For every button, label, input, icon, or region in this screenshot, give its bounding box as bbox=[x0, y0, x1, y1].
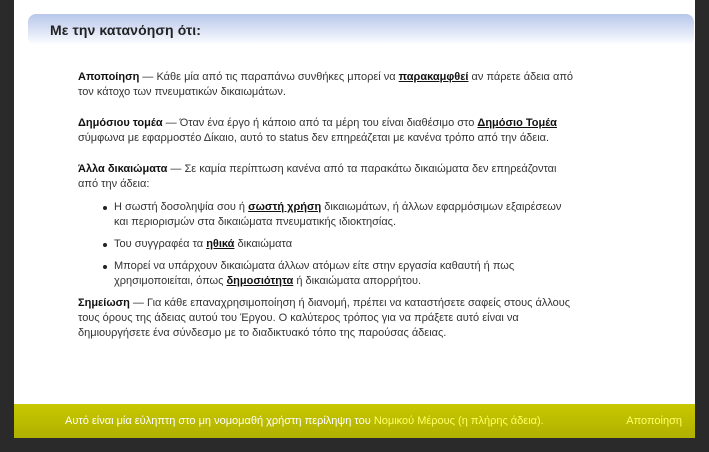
waiver-text-1: — Κάθε μία από τις παραπάνω συνθήκες μπορεί να bbox=[139, 71, 399, 83]
public-domain-link[interactable]: Δημόσιο Τομέα bbox=[477, 117, 557, 129]
section-header bbox=[28, 14, 694, 45]
publicity-link[interactable]: δημοσιότητα bbox=[226, 275, 294, 287]
publicity-text-2: ή δικαιώματα απορρήτου. bbox=[293, 275, 422, 287]
list-item bbox=[114, 200, 578, 230]
fair-use-link[interactable]: σωστή χρήση bbox=[248, 201, 322, 213]
waiver-link[interactable]: παρακαμφθεί bbox=[398, 71, 469, 83]
moral-rights-link[interactable]: ηθικά bbox=[206, 238, 235, 250]
publicity-text-1: Μπορεί να υπάρχουν δικαιώματα άλλων ατόμων είτε στην εργασία καθαυτή ή πως χρησιμοποιείται, όπως bbox=[114, 260, 515, 287]
fair-use-text-1: Η σωστή δοσοληψία σου ή bbox=[114, 201, 249, 213]
footer-waiver-link[interactable]: Αποποίηση bbox=[626, 415, 682, 427]
public-domain-text-1: — Όταν ένα έργο ή κάποιο από τα μέρη του είναι διαθέσιμο στο bbox=[162, 117, 478, 129]
other-rights-section bbox=[78, 162, 578, 192]
waiver-text-2: αν πάρετε άδεια από τον κάτοχο των πνευματικών δικαιωμάτων. bbox=[78, 71, 574, 98]
other-rights-text: — Σε καμία περίπτωση κανένα από τα παρακάτω δικαιώματα δεν επηρεάζονται από την άδεια: bbox=[78, 163, 557, 190]
moral-rights-text-1: Του συγγραφέα τα bbox=[114, 238, 207, 250]
rights-list bbox=[78, 200, 578, 289]
public-domain-term: Δημόσιου τομέα bbox=[78, 117, 163, 129]
public-domain-section bbox=[78, 116, 578, 146]
legal-code-link[interactable]: Νομικού Μέρους (η πλήρης άδεια). bbox=[373, 415, 544, 427]
license-footer bbox=[14, 404, 695, 438]
waiver-term: Αποποίηση bbox=[78, 71, 140, 83]
notice-text: — Για κάθε επαναχρησιμοποίηση ή διανομή, πρέπει να καταστήσετε σαφείς στους άλλους τους όρους της άδειας αυτού του Έργου. Ο καλύτερος τρόπος για να πράξετε αυτό είναι να δημιουργήσετε ένα σύνδεσμο με το διαδικτυακό τόπο της παρούσας άδειας. bbox=[78, 297, 571, 339]
section-title: Με την κατανόηση ότι: bbox=[50, 22, 202, 38]
moral-rights-text-2: δικαιώματα bbox=[234, 238, 293, 250]
notice-term: Σημείωση bbox=[78, 297, 130, 309]
fair-use-text-2: δικαιωμάτων, ή άλλων εφαρμόσιμων εξαιρέσεων και περιορισμών στα δικαιώματα πνευματικής ιδιοκτησίας. bbox=[114, 201, 562, 228]
footer-summary-text: Αυτό είναι μία εύληπτη στο μη νομομαθή χρήστη περίληψη του bbox=[65, 415, 374, 427]
waiver-section bbox=[78, 70, 578, 100]
public-domain-text-2: σύμφωνα με εφαρμοστέο Δίκαιο, αυτό το status δεν επηρεάζεται με κανένα τρόπο από την άδεια. bbox=[78, 132, 550, 144]
list-item bbox=[114, 237, 578, 252]
footer-summary bbox=[65, 415, 544, 427]
other-rights-term: Άλλα δικαιώματα bbox=[78, 163, 168, 175]
notice-section bbox=[78, 296, 578, 341]
list-item bbox=[114, 259, 578, 289]
license-panel bbox=[14, 0, 695, 404]
license-conditions bbox=[78, 70, 578, 341]
